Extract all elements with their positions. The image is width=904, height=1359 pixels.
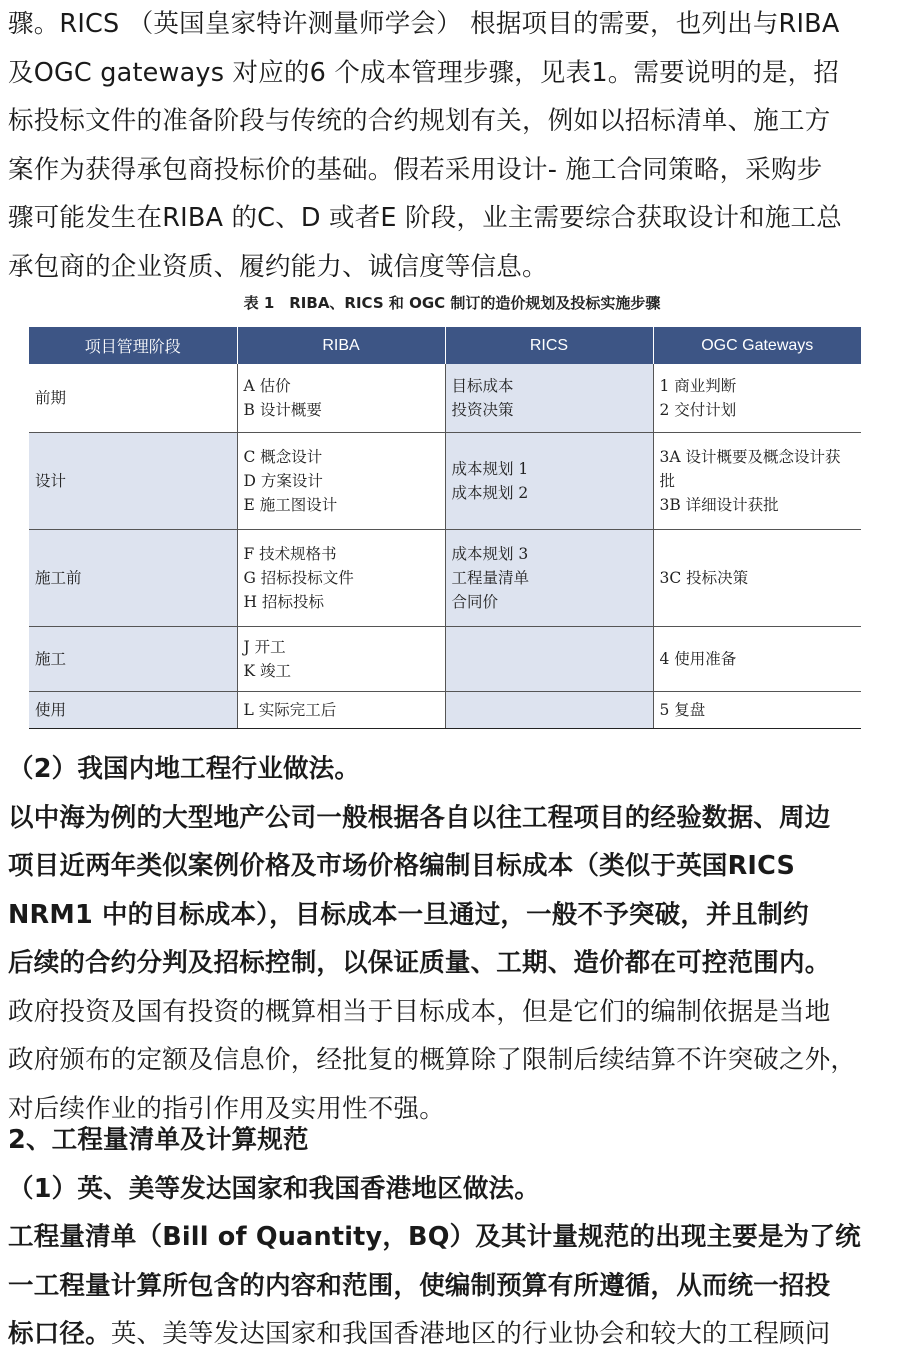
table-row [29,529,861,626]
cell-ogc: 3C 投标决策 [653,529,861,626]
text-line: 项目近两年类似案例价格及市场价格编制目标成本（类似于英国RICS [8,851,796,881]
header-stage: 项目管理阶段 [29,327,237,364]
section-heading: 2、工程量清单及计算规范 [8,1125,309,1155]
section-subheading: （1）英、美等发达国家和我国香港地区做法。 [8,1173,540,1204]
text-line: 工程量清单（Bill of Quantity，BQ）及其计量规范的出现主要是为了统 [8,1222,861,1252]
section-bq-rules [8,1116,896,1359]
section-heading: （2）我国内地工程行业做法。 [8,754,361,784]
text-line: 承包商的企业资质、履约能力、诚信度等信息。 [8,251,548,282]
table-row [29,432,861,529]
section-mainland-practice [8,745,896,1133]
header-rics: RICS [445,327,653,364]
cell-riba: J 开工 K 竣工 [237,626,445,691]
table-caption: 表 1 RIBA、RICS 和 OGC 制订的造价规划及投标实施步骤 [243,294,661,312]
text-line-mixed [8,1310,896,1359]
text-line: 对后续作业的指引作用及实用性不强。 [8,1093,445,1124]
header-ogc: OGC Gateways [653,327,861,364]
text-line: 一工程量计算所包含的内容和范围，使编制预算有所遵循，从而统一招投 [8,1270,831,1301]
cell-rics: 目标成本 投资决策 [445,364,653,432]
cell-ogc: 1 商业判断 2 交付计划 [653,364,861,432]
text-line: 政府投资及国有投资的概算相当于目标成本，但是它们的编制依据是当地 [8,996,831,1027]
text-line: NRM1 中的目标成本），目标成本一旦通过，一般不予突破，并且制约 [8,899,809,930]
cell-riba: A 估价 B 设计概要 [237,364,445,432]
text-line: 后续的合约分判及招标控制，以保证质量、工期、造价都在可控范围内。 [8,948,831,978]
cell-rics: 成本规划 3 工程量清单 合同价 [445,529,653,626]
cell-riba: F 技术规格书 G 招标投标文件 H 招标投标 [237,529,445,626]
cell-stage: 设计 [29,432,237,529]
cell-stage: 施工 [29,626,237,691]
header-riba: RIBA [237,327,445,364]
table-row [29,691,861,728]
table-row [29,626,861,691]
cell-ogc: 5 复盘 [653,691,861,728]
cell-ogc: 3A 设计概要及概念设计获批 3B 详细设计获批 [653,432,861,529]
cell-stage: 前期 [29,364,237,432]
cell-rics [445,691,653,728]
text-line: 及OGC gateways 对应的6 个成本管理步骤，见表1。需要说明的是，招 [8,57,840,88]
cell-riba: L 实际完工后 [237,691,445,728]
cell-rics: 成本规划 1 成本规划 2 [445,432,653,529]
text-line: 案作为获得承包商投标价的基础。假若采用设计- 施工合同策略，采购步 [8,154,823,185]
cell-stage: 使用 [29,691,237,728]
intro-paragraph [8,0,896,291]
text-line: 骤可能发生在RIBA 的C、D 或者E 阶段，业主需要综合获取设计和施工总 [8,203,842,233]
normal-fragment: 英、美等发达国家和我国香港地区的行业协会和较大的工程顾问 [110,1319,831,1349]
text-line: 政府颁布的定额及信息价，经批复的概算除了限制后续结算不许突破之外， [8,1045,857,1075]
text-line: 骤。RICS （英国皇家特许测量师学会） 根据项目的需要，也列出与RIBA [8,9,840,39]
cell-rics [445,626,653,691]
cell-stage: 施工前 [29,529,237,626]
cell-ogc: 4 使用准备 [653,626,861,691]
table-row [29,364,861,432]
cost-steps-table [29,327,861,729]
bold-fragment: 标口径。 [8,1319,111,1349]
table-header-row [29,327,861,364]
text-line: 以中海为例的大型地产公司一般根据各自以往工程项目的经验数据、周边 [8,802,831,833]
text-line: 标投标文件的准备阶段与传统的合约规划有关，例如以招标清单、施工方 [8,106,831,136]
cell-riba: C 概念设计 D 方案设计 E 施工图设计 [237,432,445,529]
